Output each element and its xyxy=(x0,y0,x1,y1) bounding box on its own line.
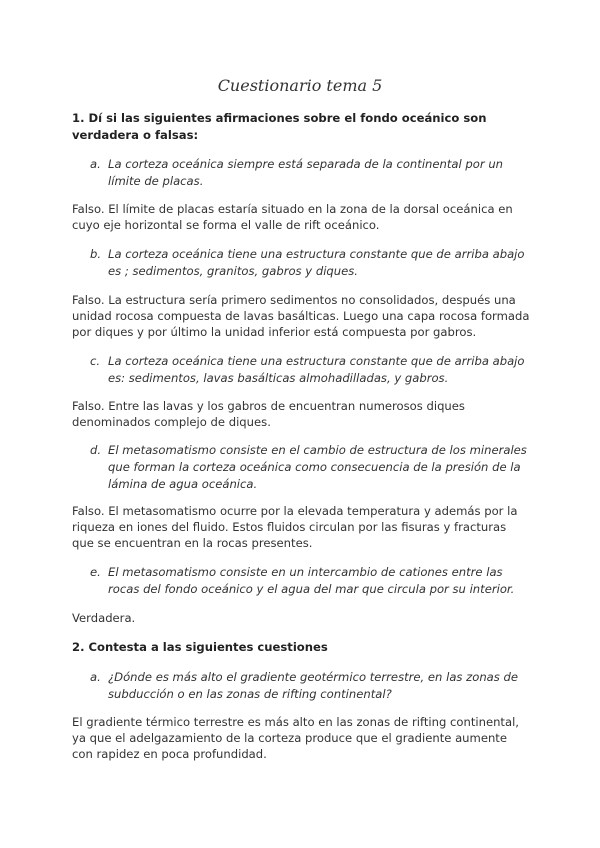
answer-1d: Falso. El metasomatismo ocurre por la elevada temperatura y además por la riqueza en iones del fluido. Estos fluidos circulan por las fisuras y fracturas que se encuentran en la rocas presentes. xyxy=(72,504,518,550)
answer-1b: Falso. La estructura sería primero sedimentos no consolidados, después una unidad rocosa compuesta de lavas basálticas. Luego una capa rocosa formada por diques y por último la unidad inferior está compuesta por gabros. xyxy=(72,293,530,339)
question-1b xyxy=(90,246,530,280)
section1-heading: 1. Dí si las siguientes afirmaciones sobre el fondo oceánico son verdadera o falsas: xyxy=(72,111,487,142)
answer-1c: Falso. Entre las lavas y los gabros de encuentran numerosos diques denominados complejo de diques. xyxy=(72,399,465,429)
item-marker: d. xyxy=(90,443,102,457)
item-marker: a. xyxy=(90,670,101,684)
item-marker: b. xyxy=(90,247,102,261)
item-statement: La corteza oceánica tiene una estructura constante que de arriba abajo es ; sedimentos, granitos, gabros y diques. xyxy=(108,247,525,278)
question-1e xyxy=(90,564,530,598)
item-statement: El metasomatismo consiste en un intercambio de cationes entre las rocas del fondo oceánico y el agua del mar que circula por su interior. xyxy=(108,565,515,596)
item-statement: El metasomatismo consiste en el cambio de estructura de los minerales que forman la corteza oceánica como consecuencia de la presión de la lámina de agua oceánica. xyxy=(108,443,527,491)
question-1a xyxy=(90,156,530,190)
question-2a xyxy=(90,669,530,703)
question-1c xyxy=(90,353,530,387)
item-marker: a. xyxy=(90,157,101,171)
answer-1a: Falso. El límite de placas estaría situado en la zona de la dorsal oceánica en cuyo eje horizontal se forma el valle de rift oceánico. xyxy=(72,202,513,232)
answer-2a: El gradiente térmico terrestre es más alto en las zonas de rifting continental, ya que el adelgazamiento de la corteza produce que el gradiente aumente con rapidez en poca profundidad. xyxy=(72,715,519,761)
section2-heading: 2. Contesta a las siguientes cuestiones xyxy=(72,640,328,654)
item-statement: La corteza oceánica tiene una estructura constante que de arriba abajo es: sedimentos, lavas basálticas almohadilladas, y gabros. xyxy=(108,354,525,385)
item-statement: ¿Dónde es más alto el gradiente geotérmico terrestre, en las zonas de subducción o en las zonas de rifting continental? xyxy=(108,670,518,701)
answer-1e: Verdadera. xyxy=(72,611,136,625)
item-statement: La corteza oceánica siempre está separada de la continental por un límite de placas. xyxy=(108,157,504,188)
question-1d xyxy=(90,442,530,493)
item-marker: c. xyxy=(90,354,101,368)
item-marker: e. xyxy=(90,565,101,579)
document-title: Cuestionario tema 5 xyxy=(217,76,383,95)
